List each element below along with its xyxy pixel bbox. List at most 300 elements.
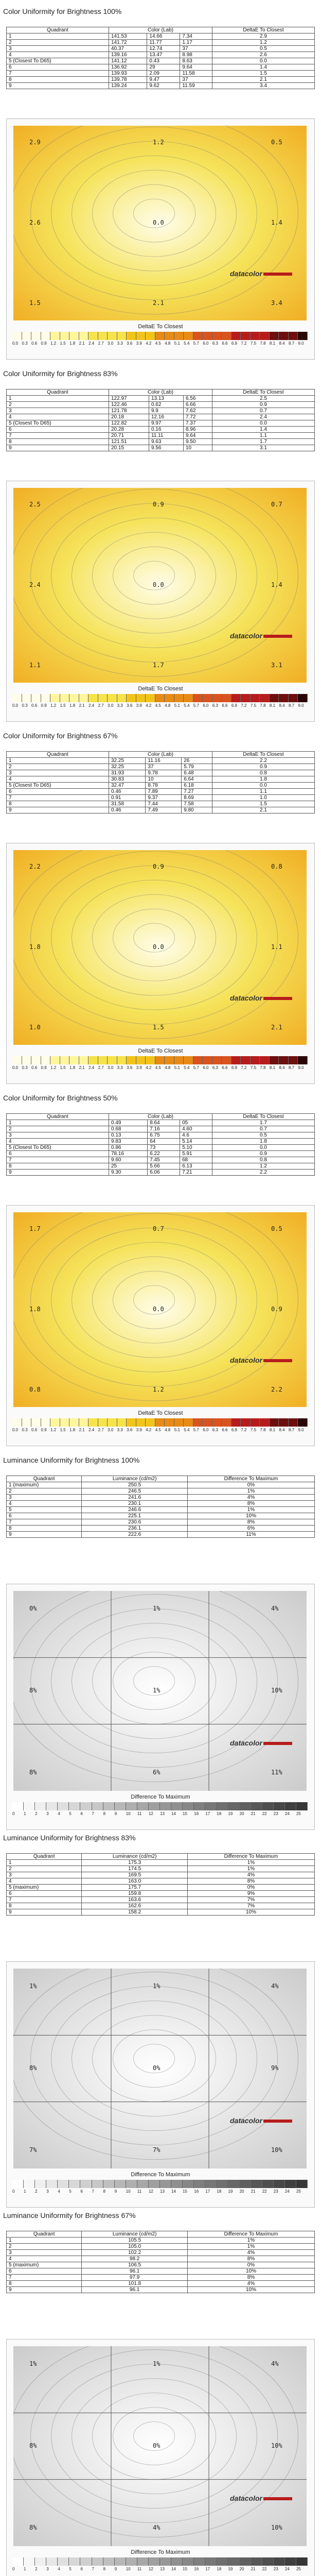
legend-tick: 0.0 [12,703,19,708]
legend-tick: 8.7 [288,1065,295,1070]
table-cell: 5 (maximum) [7,2262,82,2268]
legend-tick: 16 [194,2567,199,2571]
legend-tick: 3 [46,2189,49,2194]
legend-tick: 24 [284,1811,290,1816]
legend-swatch [241,332,251,340]
legend-scale [12,332,308,340]
legend-tick: 9.0 [298,703,304,708]
table-cell: 9.83 [109,1139,148,1145]
legend-swatch [117,1056,127,1064]
legend-tick: 1.5 [60,703,66,708]
heatmap-area [13,1969,307,2168]
legend-tick: 19 [228,1811,233,1816]
legend-swatch [289,332,298,340]
table-cell: 8.98 [180,52,212,58]
table-cell: 102.2 [82,2250,188,2256]
legend-tick: 8.1 [269,703,276,708]
legend-swatch [115,2557,126,2566]
table-cell: 7.45 [148,1157,180,1163]
table-row [7,1495,315,1501]
legend-swatch [60,1418,70,1427]
legend-swatch [127,694,136,702]
table-cell: 73 [148,1145,180,1151]
table-row [7,1866,315,1872]
section-l83 [0,1826,321,2202]
table-cell: 11% [187,1532,314,1538]
table-cell: 9.97 [149,420,183,427]
table-cell: 9.64 [183,433,212,439]
table-row [7,2250,315,2256]
legend-tick: 6.3 [212,1065,218,1070]
quadrant-label: 1.1 [271,943,282,951]
table-header: Quadrant [7,1854,82,1860]
legend-tick: 6.6 [222,341,228,346]
legend-tick: 3.0 [108,1428,114,1432]
section-title: Color Uniformity for Brightness 67% [3,732,118,740]
table-cell: 2 [7,402,109,408]
legend-tick: 0.3 [22,341,28,346]
table-row [7,1507,315,1513]
table-cell: 5.14 [180,1139,212,1145]
legend-tick: 2.1 [79,341,85,346]
table-cell: 0.5 [212,1132,315,1139]
legend-swatch [41,694,51,702]
table-cell: 230.6 [82,1519,188,1526]
table-cell: 6.48 [182,770,212,776]
legend-tick: 7.8 [260,703,266,708]
legend-ticks [12,2189,308,2194]
table-cell: 0.0 [212,783,315,789]
legend-swatch [241,694,251,702]
table-cell: 0.43 [147,58,180,64]
table-row [7,408,315,414]
legend-swatch [22,1056,32,1064]
table-cell: 1% [187,1507,314,1513]
legend-tick: 6.0 [203,341,209,346]
measurement-table [6,1853,315,1916]
brand-text: datacolor [229,631,262,640]
table-cell: 9 [7,445,109,451]
legend-tick: 4 [58,1811,60,1816]
table-cell: 6.13 [180,1163,212,1170]
table-cell: 246.5 [82,1488,188,1495]
legend-tick: 2.1 [79,703,85,708]
legend-tick: 17 [205,1811,210,1816]
table-row [7,2244,315,2250]
quadrant-label: 0% [29,1604,37,1612]
table-row [7,1860,315,1866]
table-cell: 8% [187,1878,314,1885]
legend-tick: 1.8 [69,703,76,708]
table-cell: 40.37 [109,46,147,52]
legend-swatch [35,2180,46,2188]
legend-swatch [274,1802,285,1810]
quadrant-label: 0.0 [153,219,164,226]
table-header: DeltaE To Closest [212,389,315,396]
table-cell: 4% [187,1495,314,1501]
table-cell: 11.11 [149,433,183,439]
table-cell: 8.63 [180,58,212,64]
legend-tick: 6.6 [222,703,228,708]
table-cell: 8.78 [146,783,182,789]
legend-tick: 8.7 [288,1428,295,1432]
table-cell: 1.0 [212,795,315,801]
table-cell: 32.25 [109,764,146,770]
table-row [7,2281,315,2287]
table-cell: 9.62 [147,83,180,89]
legend-tick: 1.8 [69,341,76,346]
legend-tick: 3.9 [136,703,142,708]
uniformity-map [6,1961,315,2208]
table-cell: 11.59 [180,83,212,89]
table-cell: 4.60 [180,1126,212,1132]
table-cell: 6.18 [182,783,212,789]
legend-swatch [240,2180,251,2188]
table-cell: 0.0 [212,420,315,427]
table-cell: 10% [187,2268,314,2275]
section-c83 [0,362,321,723]
table-row [7,770,315,776]
legend-tick: 0.9 [41,1428,47,1432]
legend-swatch [231,694,241,702]
table-row [7,52,315,58]
quadrant-label: 1% [153,1604,160,1612]
table-cell: 4 [7,1878,82,1885]
table-cell: 14.66 [147,33,180,40]
legend-swatch [24,2180,35,2188]
table-cell: 2.5 [212,396,315,402]
table-cell: 7.49 [146,807,182,814]
legend-tick: 0.3 [22,703,28,708]
legend-tick: 8.4 [279,703,285,708]
legend-tick: 3 [46,2567,49,2571]
table-cell: 0.49 [109,1120,148,1126]
legend-swatch [171,1802,183,1810]
table-cell: 10% [187,1909,314,1916]
table-cell: 68 [180,1157,212,1163]
table-cell: 8.96 [183,427,212,433]
legend-tick: 4.2 [146,1428,152,1432]
legend-tick: 8.1 [269,1428,276,1432]
legend-tick: 1.2 [50,1065,57,1070]
legend-swatch [108,1056,117,1064]
quadrant-label: 4% [271,1604,279,1612]
table-cell: 6 [7,1891,82,1897]
table-cell: 11.58 [180,71,212,77]
table-cell: 6.66 [183,402,212,408]
legend-swatch [194,2557,205,2566]
datacolor-logo [230,1739,292,1747]
quadrant-label: 2.1 [271,1024,282,1031]
table-cell: 1.7 [212,1120,315,1126]
legend-tick: 6.0 [203,1428,209,1432]
legend-swatch [260,332,270,340]
table-cell: 7.34 [180,33,212,40]
table-header: DeltaE To Closest [212,27,315,33]
legend-swatch [205,1802,217,1810]
legend-swatch [58,2180,69,2188]
quadrant-label: 8% [29,1769,37,1776]
legend-tick: 6 [80,1811,83,1816]
legend-tick: 2.4 [88,1065,95,1070]
table-cell: 11.77 [147,40,180,46]
legend-tick: 5.7 [193,703,199,708]
table-header: Color (Lab) [109,389,212,396]
table-header: Luminance (cd/m2) [82,2231,188,2238]
legend-swatch [262,2557,274,2566]
legend-tick: 3.3 [117,341,123,346]
legend-label: DeltaE To Closest [138,1048,183,1054]
quadrant-label: 0.0 [153,1306,164,1313]
table-cell: 4 [7,52,109,58]
table-cell: 0.9 [212,764,315,770]
quadrant-label: 0% [153,2064,160,2072]
legend-swatch [174,1418,184,1427]
table-cell: 6 [7,64,109,71]
legend-tick: 23 [273,2567,278,2571]
legend-swatch [212,332,222,340]
table-cell: 7 [7,1157,109,1163]
legend-swatch [58,2557,69,2566]
table-cell: 6.06 [148,1170,180,1176]
table-row [7,445,315,451]
table-cell: 7.44 [146,801,182,807]
table-cell: 1.4 [212,64,315,71]
table-cell: 8.69 [182,795,212,801]
legend-tick: 9 [114,1811,117,1816]
quadrant-label: 8% [29,2064,37,2072]
legend-tick: 7.5 [250,703,257,708]
legend-swatch [137,2557,149,2566]
table-cell: 101.8 [82,2281,188,2287]
table-row [7,1501,315,1507]
legend-tick: 4.2 [146,1065,152,1070]
table-cell: 0% [187,2262,314,2268]
legend-tick: 13 [160,1811,165,1816]
table-row [7,1157,315,1163]
table-cell: 5.79 [182,764,212,770]
table-cell: 10% [187,1513,314,1519]
table-cell: 246.6 [82,1507,188,1513]
table-cell: 158.2 [82,1909,188,1916]
legend-swatch [88,1418,98,1427]
legend-swatch [50,1418,60,1427]
legend-swatch [79,694,89,702]
legend-tick: 3.6 [127,1428,133,1432]
legend-swatch [46,2557,58,2566]
table-cell: 9.63 [149,439,183,445]
legend-swatch [228,2180,239,2188]
table-cell: 141.72 [109,40,147,46]
table-row [7,58,315,64]
quadrant-label: 8% [29,2442,37,2449]
table-cell: 1 [7,758,109,764]
legend-swatch [160,1802,171,1810]
legend-tick: 24 [284,2189,290,2194]
legend-tick: 13 [160,2189,165,2194]
table-row [7,439,315,445]
legend-tick: 5.4 [184,1065,190,1070]
legend-swatch [127,1418,136,1427]
table-cell: 241.6 [82,1495,188,1501]
legend-tick: 22 [262,2567,267,2571]
legend-swatch [241,1418,251,1427]
legend-swatch [69,1418,79,1427]
legend-tick: 5.1 [174,1428,180,1432]
table-cell: 139.24 [109,83,147,89]
legend-tick: 4 [58,2189,60,2194]
legend-swatch [146,1056,155,1064]
table-cell: 1 [7,1120,109,1126]
legend-ticks [12,703,308,708]
legend-swatch [231,1056,241,1064]
legend-swatch [285,1802,296,1810]
brand-text: datacolor [229,2494,262,2502]
legend-tick: 5.7 [193,1065,199,1070]
legend-swatch [22,332,32,340]
legend-tick: 1.2 [50,341,57,346]
measurement-table [6,1113,315,1176]
quadrant-label: 1% [153,2360,160,2367]
table-cell: 250.5 [82,1482,188,1488]
table-row [7,1885,315,1891]
table-cell: 7.72 [183,414,212,420]
quadrant-label: 4% [271,1982,279,1990]
table-cell: 175.7 [82,1885,188,1891]
table-header: Difference To Maximum [187,2231,314,2238]
legend-swatch [41,1056,51,1064]
table-cell: 5.10 [180,1145,212,1151]
legend-tick: 0.3 [22,1065,28,1070]
table-cell: 122.46 [109,402,149,408]
legend-swatch [184,1056,193,1064]
legend-swatch [22,694,32,702]
legend-swatch [289,1056,298,1064]
table-row [7,1513,315,1519]
legend-tick: 2.7 [98,1428,104,1432]
quadrant-label: 0.5 [271,139,282,146]
table-row [7,1139,315,1145]
table-header: Quadrant [7,1476,82,1482]
quadrant-label: 7% [153,2146,160,2154]
legend-ticks [12,2567,308,2571]
table-cell: 2 [7,1126,109,1132]
table-cell: 98.2 [82,2256,188,2262]
legend-swatch [69,694,79,702]
table-cell: 25 [109,1163,148,1170]
table-cell: 8 [7,1163,109,1170]
legend-tick: 6.6 [222,1065,228,1070]
table-cell: 2 [7,1488,82,1495]
table-cell: 4 [7,414,109,420]
table-cell: 8% [187,2275,314,2281]
table-cell: 163.0 [82,1878,188,1885]
quadrant-label: 10% [271,2442,282,2449]
legend-tick: 4.8 [165,703,171,708]
legend-ticks [12,1811,308,1816]
legend-swatch [146,332,155,340]
table-cell: 6% [187,1526,314,1532]
legend-swatch [127,1056,136,1064]
legend-tick: 1.2 [50,703,57,708]
uniformity-map [6,2339,315,2576]
table-cell: 8% [187,1519,314,1526]
table-header-row [7,389,315,396]
table-cell: 139.78 [109,77,147,83]
legend-tick: 4 [58,2567,60,2571]
legend-swatch [98,1418,108,1427]
table-cell: 78.16 [109,1151,148,1157]
legend-label: DeltaE To Closest [138,1410,183,1416]
legend-swatch [137,2180,149,2188]
legend-scale [12,2180,308,2188]
table-cell: 0.5 [212,46,315,52]
legend-swatch [240,2557,251,2566]
legend-swatch [260,694,270,702]
table-row [7,2238,315,2244]
table-row [7,1878,315,1885]
table-cell: 13.47 [147,52,180,58]
table-row [7,1526,315,1532]
measurement-table [6,751,315,814]
table-cell: 0.8 [212,1157,315,1163]
table-cell: 2.2 [212,758,315,764]
legend-swatch [251,694,260,702]
legend-tick: 19 [228,2567,233,2571]
legend-swatch [174,332,184,340]
table-cell: 2 [7,764,109,770]
legend-swatch [184,1418,193,1427]
legend-tick: 0.6 [31,1065,38,1070]
legend-tick: 1 [24,2189,26,2194]
table-cell: 106.5 [82,2262,188,2268]
legend-swatch [274,2180,285,2188]
legend-swatch [262,2180,274,2188]
legend-swatch [251,1056,260,1064]
legend-tick: 3.0 [108,341,114,346]
table-cell: 96.1 [82,2268,188,2275]
legend-tick: 2.7 [98,341,104,346]
heatmap-area [13,126,307,320]
table-cell: 3 [7,1132,109,1139]
brand-bar [263,2120,292,2123]
legend-swatch [205,2180,217,2188]
table-cell: 05 [180,1120,212,1126]
table-header: Luminance (cd/m2) [82,1476,188,1482]
table-cell: 3.4 [212,83,315,89]
table-cell: 1.1 [212,433,315,439]
heatmap-area [13,488,307,683]
table-cell: 2.09 [147,71,180,77]
legend-swatch [115,1802,126,1810]
datacolor-logo [230,2116,292,2125]
table-cell: 7% [187,1897,314,1903]
table-row [7,1145,315,1151]
table-cell: 4.6 [180,1132,212,1139]
table-row [7,1909,315,1916]
table-cell: 5 (Closest To D65) [7,58,109,64]
legend-tick: 6.9 [231,341,237,346]
table-cell: 2.1 [212,807,315,814]
table-row [7,433,315,439]
table-header: DeltaE To Closest [212,1114,315,1120]
legend-swatch [12,2557,24,2566]
legend-swatch [222,332,231,340]
legend-swatch [296,2180,308,2188]
quadrant-label: 11% [271,1769,282,1776]
table-cell: 96.1 [82,2287,188,2293]
legend-tick: 9 [114,2567,117,2571]
